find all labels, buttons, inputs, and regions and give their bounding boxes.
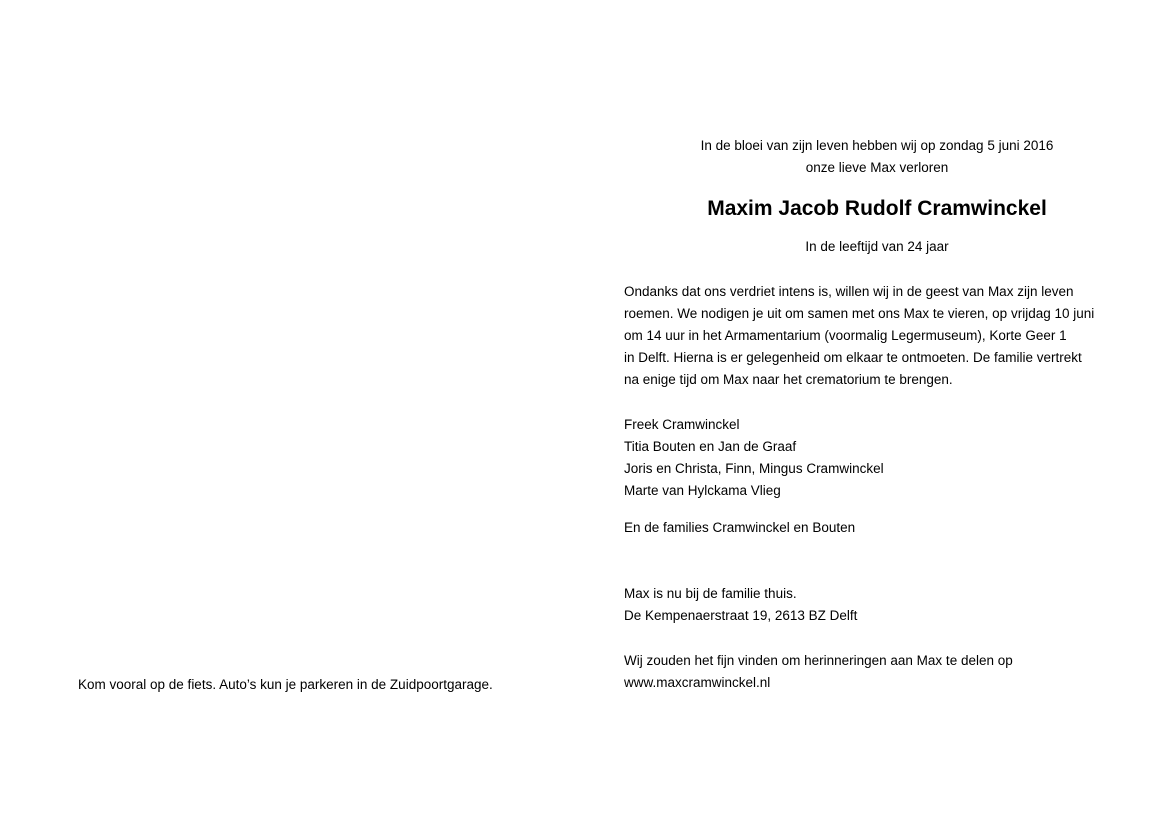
family-member: Titia Bouten en Jan de Graaf	[624, 439, 797, 454]
message-line: Ondanks dat ons verdriet intens is, willen wij in de geest van Max zijn leven	[624, 284, 1074, 299]
message-line: na enige tijd om Max naar het crematorium te brengen.	[624, 372, 953, 387]
memories-line: Wij zouden het fijn vinden om herinneringen aan Max te delen op	[624, 653, 1013, 668]
family-member: Marte van Hylckama Vlieg	[624, 483, 781, 498]
parking-note: Kom vooral op de fiets. Auto’s kun je parkeren in de Zuidpoortgarage.	[78, 677, 493, 692]
family-member: Joris en Christa, Finn, Mingus Cramwinckel	[624, 461, 884, 476]
family-member: Freek Cramwinckel	[624, 417, 740, 432]
home-line-1: Max is nu bij de familie thuis.	[624, 586, 797, 601]
home-address: De Kempenaerstraat 19, 2613 BZ Delft	[624, 608, 858, 623]
intro-line-2: onze lieve Max verloren	[805, 160, 949, 175]
website-link: www.maxcramwinckel.nl	[624, 675, 771, 690]
message-line: om 14 uur in het Armamentarium (voormalig Legermuseum), Korte Geer 1	[624, 328, 1067, 343]
families-line: En de families Cramwinckel en Bouten	[624, 520, 856, 535]
message-line: roemen. We nodigen je uit om samen met ons Max te vieren, op vrijdag 10 juni	[624, 306, 1095, 321]
message-line: in Delft. Hierna is er gelegenheid om elkaar te ontmoeten. De familie vertrekt	[624, 350, 1082, 365]
deceased-name: Maxim Jacob Rudolf Cramwinckel	[707, 197, 1047, 220]
age-line: In de leeftijd van 24 jaar	[805, 239, 949, 254]
intro-line-1: In de bloei van zijn leven hebben wij op zondag 5 juni 2016	[700, 138, 1054, 153]
